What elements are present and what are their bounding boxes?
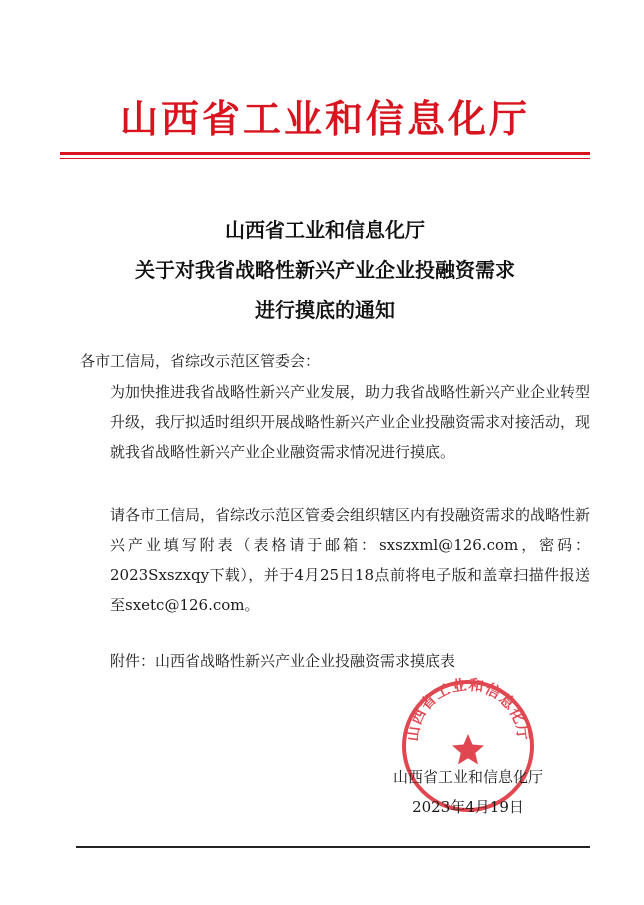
doc-title-line-2: 关于对我省战略性新兴产业企业投融资需求 <box>135 258 515 282</box>
doc-title-line-3: 进行摸底的通知 <box>255 298 395 322</box>
seal-text: 山西省工业和信息化厅 <box>403 676 533 743</box>
salutation: 各市工信局，省综改示范区管委会： <box>80 352 321 370</box>
seal-star-icon <box>452 734 484 765</box>
masthead-rule-thick <box>60 152 590 155</box>
doc-title-line-1: 山西省工业和信息化厅 <box>225 218 425 242</box>
svg-text:山西省工业和信息化厅 <box>404 676 533 742</box>
paragraph-2: 请各市工信局，省综改示范区管委会组织辖区内有投融资需求的战略性新兴产业填写附表（表格请于邮箱：sxszxml@126.com，密码：2023Sxszxqy下载），并于4月25日18点前将电子版和盖章扫描件报送至sxetc@126.com。 <box>110 506 591 614</box>
attachment-line: 附件：山西省战略性新兴产业企业投融资需求摸底表 <box>110 652 456 670</box>
footer-rule <box>76 846 590 848</box>
signature-date: 2023年4月19日 <box>412 798 524 816</box>
masthead-title: 山西省工业和信息化厅 <box>119 96 530 141</box>
masthead-rule-thin <box>60 158 590 159</box>
paragraph-1: 为加快推进我省战略性新兴产业发展，助力我省战略性新兴产业企业转型升级，我厅拟适时组织开展战略性新兴产业企业投融资需求对接活动，现就我省战略性新兴产业企业融资需求情况进行摸底。 <box>110 383 591 461</box>
signature-org: 山西省工业和信息化厅 <box>392 768 543 786</box>
